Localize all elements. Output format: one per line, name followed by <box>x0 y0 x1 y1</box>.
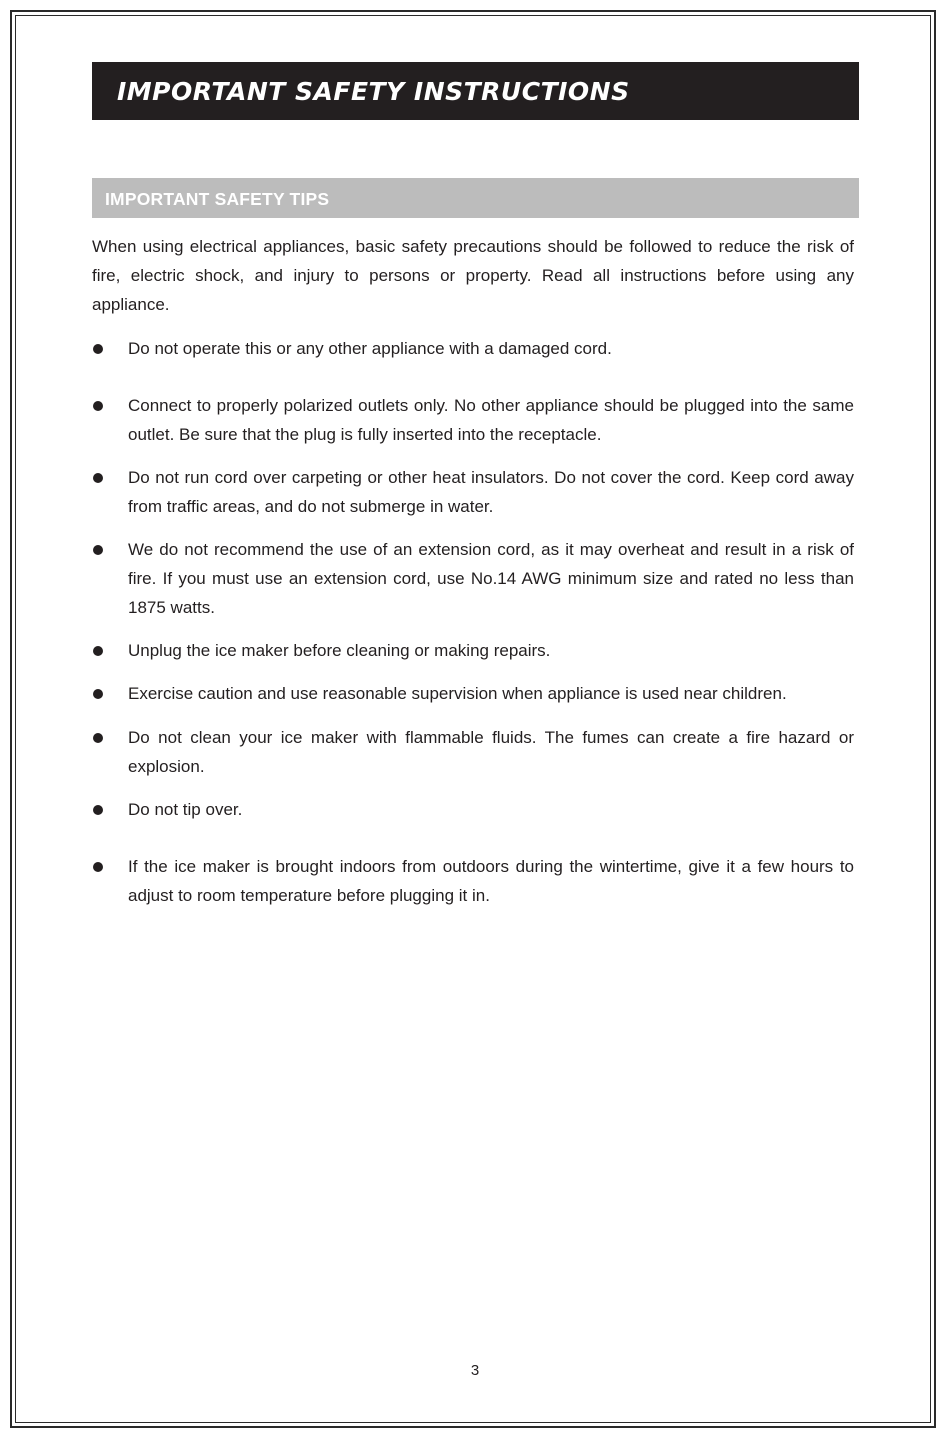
list-item-text: If the ice maker is brought indoors from outdoors during the wintertime, give it a few hours to adjust to room temperature before plugging it in. <box>128 857 854 905</box>
page-border-inner <box>15 15 931 1423</box>
bullet-icon <box>93 344 103 354</box>
bullet-icon <box>93 689 103 699</box>
list-item-text: We do not recommend the use of an extension cord, as it may overheat and result in a risk of fire. If you must use an extension cord, use No.14 AWG minimum size and rated no less than 1875 watts. <box>128 540 854 617</box>
bullet-icon <box>93 545 103 555</box>
bullet-icon <box>93 473 103 483</box>
intro-paragraph: When using electrical appliances, basic safety precautions should be followed to reduce the risk of fire, electric shock, and injury to persons or property. Read all instructions before using any appliance. <box>92 237 854 314</box>
list-item-text: Do not tip over. <box>128 800 243 819</box>
section-heading-bar <box>92 178 859 218</box>
list-item-text: Do not clean your ice maker with flammable fluids. The fumes can create a fire hazard or explosion. <box>128 728 854 776</box>
list-item-text: Do not operate this or any other appliance with a damaged cord. <box>128 339 612 358</box>
title-banner <box>92 62 859 120</box>
bullet-icon <box>93 805 103 815</box>
list-item-text: Do not run cord over carpeting or other heat insulators. Do not cover the cord. Keep cord away from traffic areas, and do not submerge in water. <box>128 468 854 516</box>
bullet-icon <box>93 401 103 411</box>
bullet-icon <box>93 862 103 872</box>
list-item-text: Connect to properly polarized outlets only. No other appliance should be plugged into the same outlet. Be sure that the plug is fully inserted into the receptacle. <box>128 396 854 444</box>
section-heading: IMPORTANT SAFETY TIPS <box>105 189 330 209</box>
list-item-text: Exercise caution and use reasonable supervision when appliance is used near children. <box>128 684 787 703</box>
bullet-icon <box>93 733 103 743</box>
list-item-text: Unplug the ice maker before cleaning or making repairs. <box>128 641 551 660</box>
page-title: IMPORTANT SAFETY INSTRUCTIONS <box>117 76 630 106</box>
bullet-icon <box>93 646 103 656</box>
page-number: 3 <box>470 1362 480 1379</box>
